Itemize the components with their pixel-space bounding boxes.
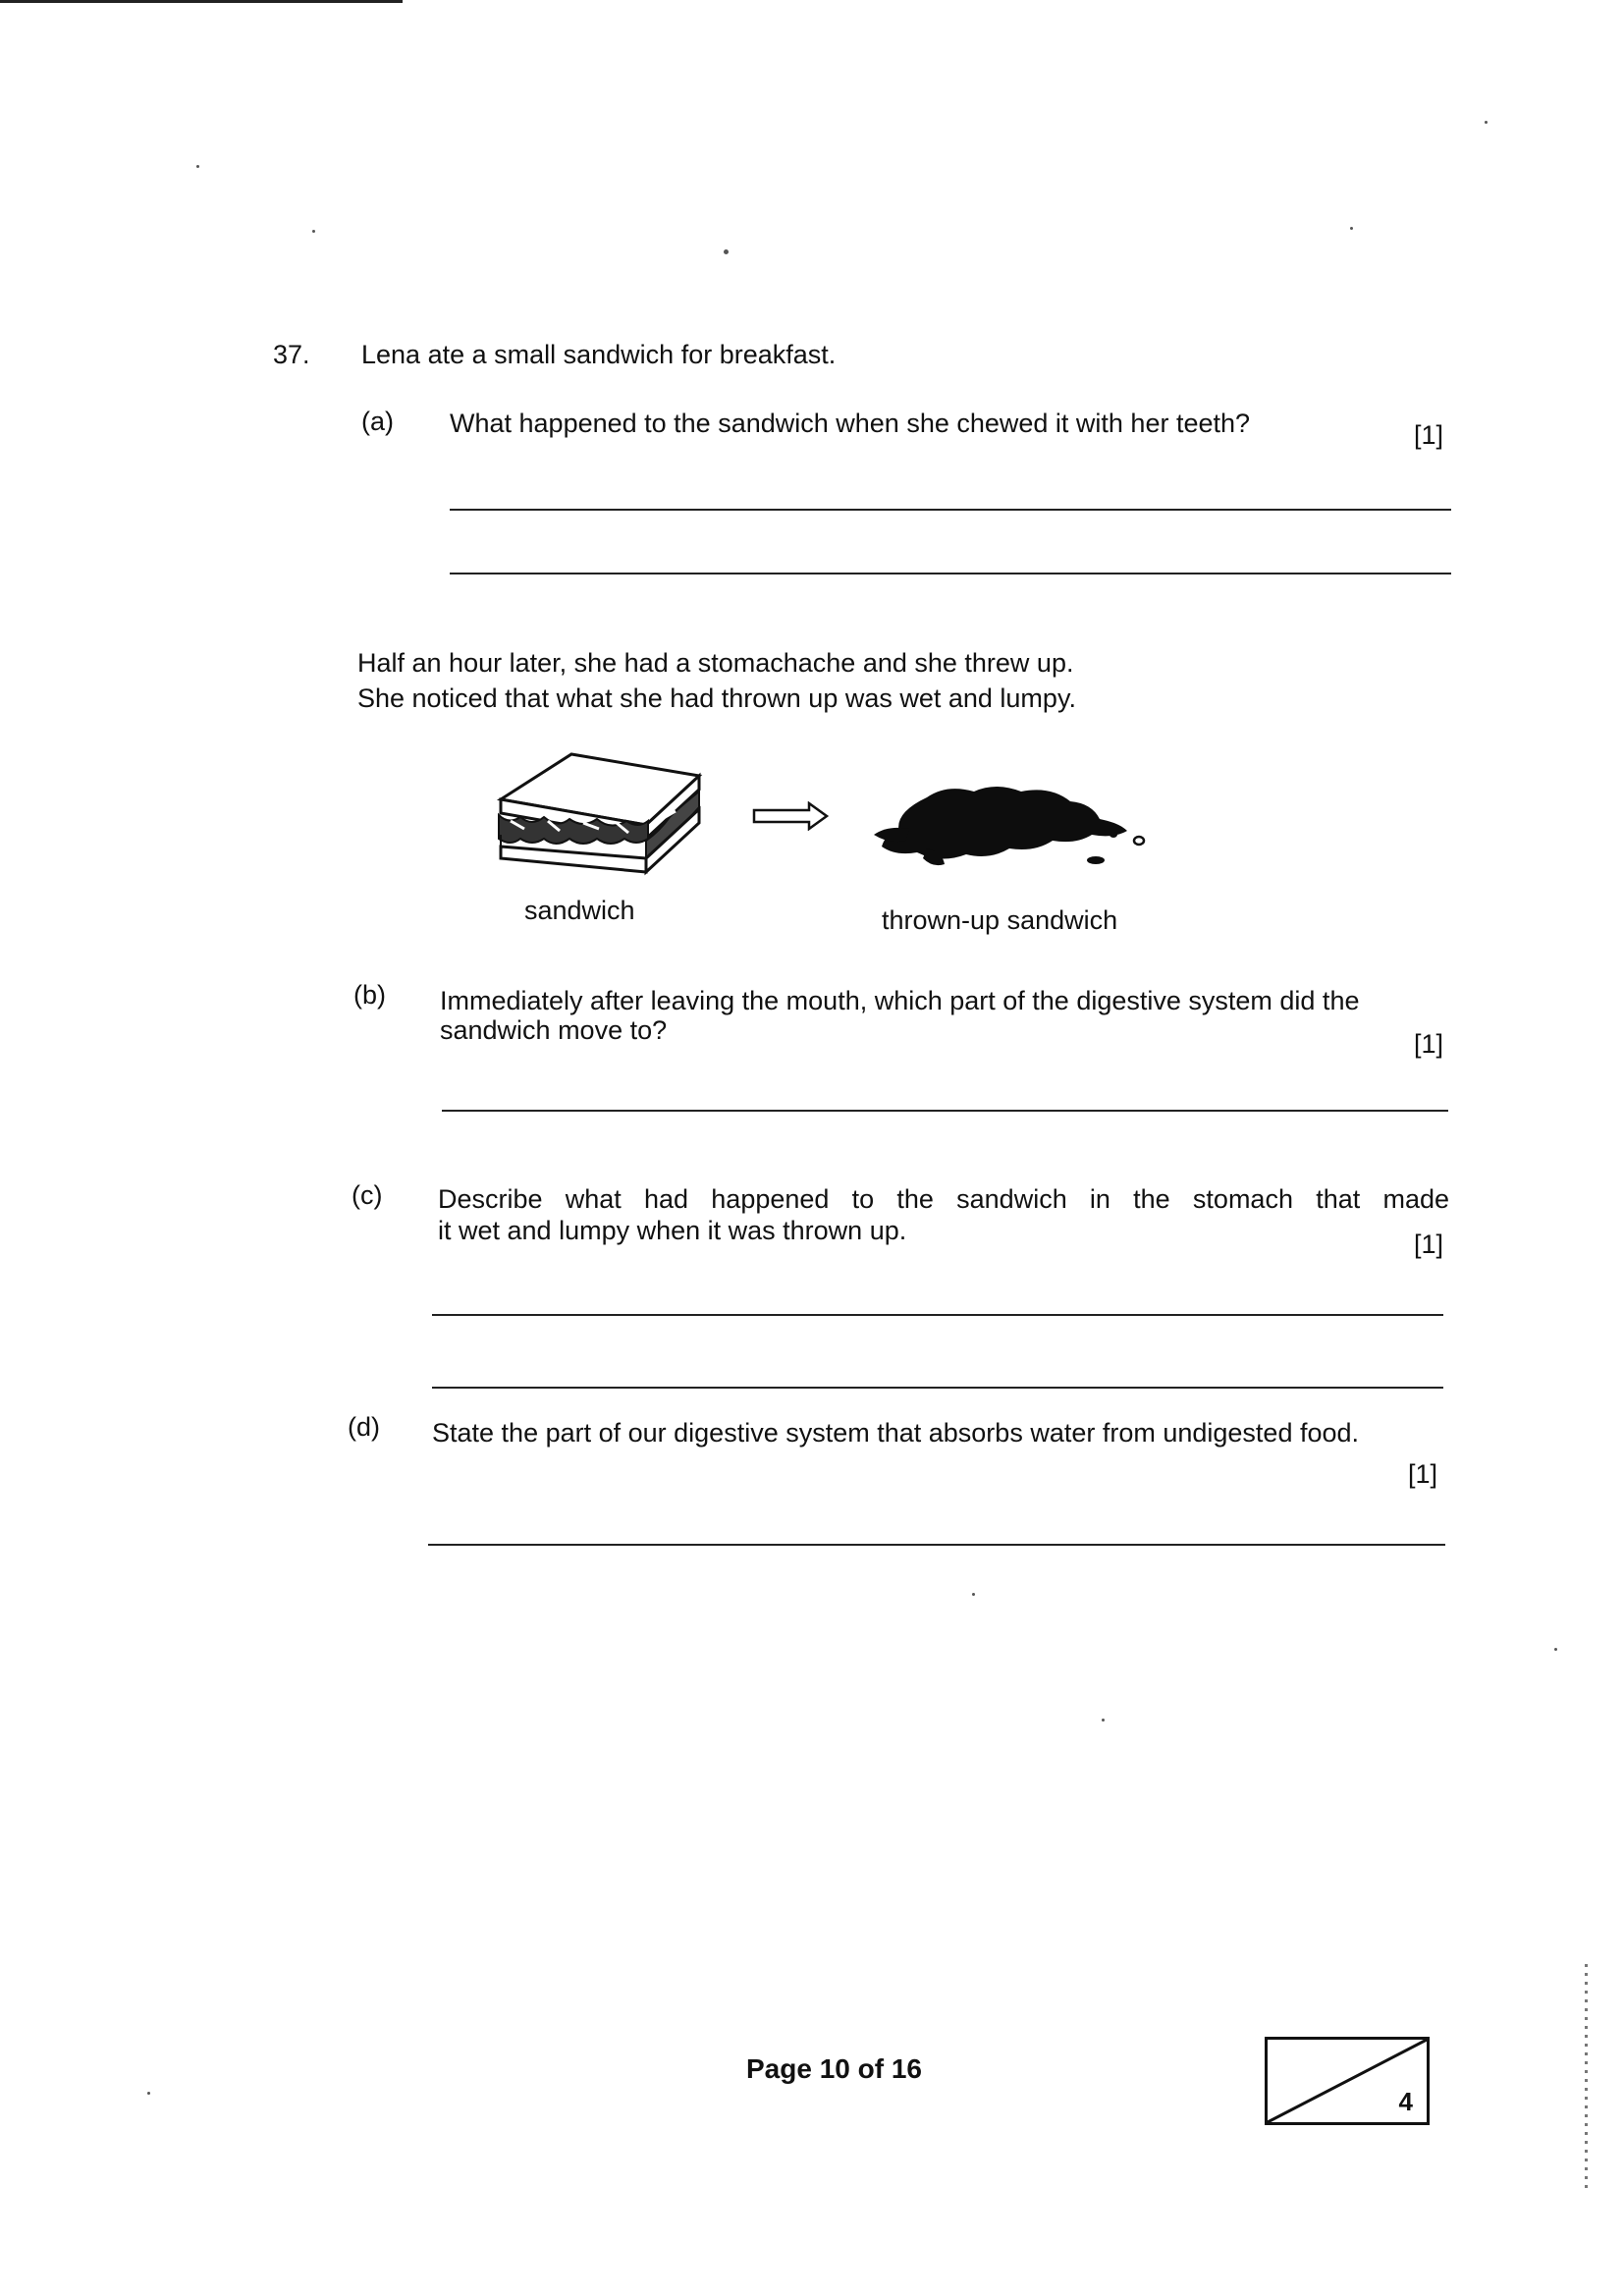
part-b-answer-line[interactable] (442, 1110, 1448, 1112)
scan-speck (1102, 1719, 1105, 1722)
score-box-total: 4 (1398, 2087, 1413, 2116)
sandwich-illustration (489, 748, 709, 886)
scan-speck (724, 249, 729, 254)
part-a-label: (a) (361, 407, 394, 436)
scan-speck (312, 230, 315, 233)
part-a-question: What happened to the sandwich when she chewed it with her teeth? (450, 409, 1251, 438)
scenario-line-2: She noticed that what she had thrown up was wet and lumpy. (357, 683, 1076, 713)
header-rule (0, 0, 403, 3)
part-d-question: State the part of our digestive system that absorbs water from undigested food. (432, 1418, 1360, 1448)
part-a-marks: [1] (1414, 420, 1444, 450)
part-a-answer-line-2[interactable] (450, 573, 1451, 574)
scan-speck (147, 2092, 150, 2095)
part-c-question-line-2: it wet and lumpy when it was thrown up. (438, 1216, 907, 1245)
scan-speck (1485, 121, 1488, 124)
scan-speck (1350, 227, 1353, 230)
part-d-answer-line[interactable] (428, 1544, 1445, 1546)
question-intro: Lena ate a small sandwich for breakfast. (361, 340, 837, 369)
score-box (1265, 2037, 1430, 2125)
arrow-right-icon (752, 801, 831, 831)
scenario-line-1: Half an hour later, she had a stomachache and she threw up. (357, 648, 1074, 678)
part-c-marks: [1] (1414, 1230, 1444, 1259)
thrown-up-sandwich-illustration (868, 778, 1163, 876)
part-a-answer-line-1[interactable] (450, 509, 1451, 511)
part-b-question-line-1: Immediately after leaving the mouth, which part of the digestive system did the (440, 986, 1360, 1015)
part-c-question-line-1: Describe what had happened to the sandwich in the stomach that made (438, 1184, 1449, 1214)
part-c-answer-line-1[interactable] (432, 1314, 1443, 1316)
page-number: Page 10 of 16 (746, 2053, 922, 2084)
scan-speck (972, 1593, 975, 1596)
part-b-marks: [1] (1414, 1029, 1444, 1059)
part-b-label: (b) (353, 980, 386, 1010)
part-b-question-line-2: sandwich move to? (440, 1015, 668, 1045)
part-d-label: (d) (348, 1412, 380, 1442)
part-c-answer-line-2[interactable] (432, 1387, 1443, 1389)
scan-edge-marks (1585, 1964, 1588, 2190)
sandwich-caption: sandwich (524, 896, 635, 925)
scan-speck (1554, 1648, 1557, 1651)
scan-speck (196, 165, 199, 168)
part-c-label: (c) (352, 1180, 383, 1210)
part-d-marks: [1] (1408, 1459, 1438, 1489)
thrown-up-sandwich-caption: thrown-up sandwich (882, 905, 1118, 935)
question-number: 37. (273, 340, 310, 369)
